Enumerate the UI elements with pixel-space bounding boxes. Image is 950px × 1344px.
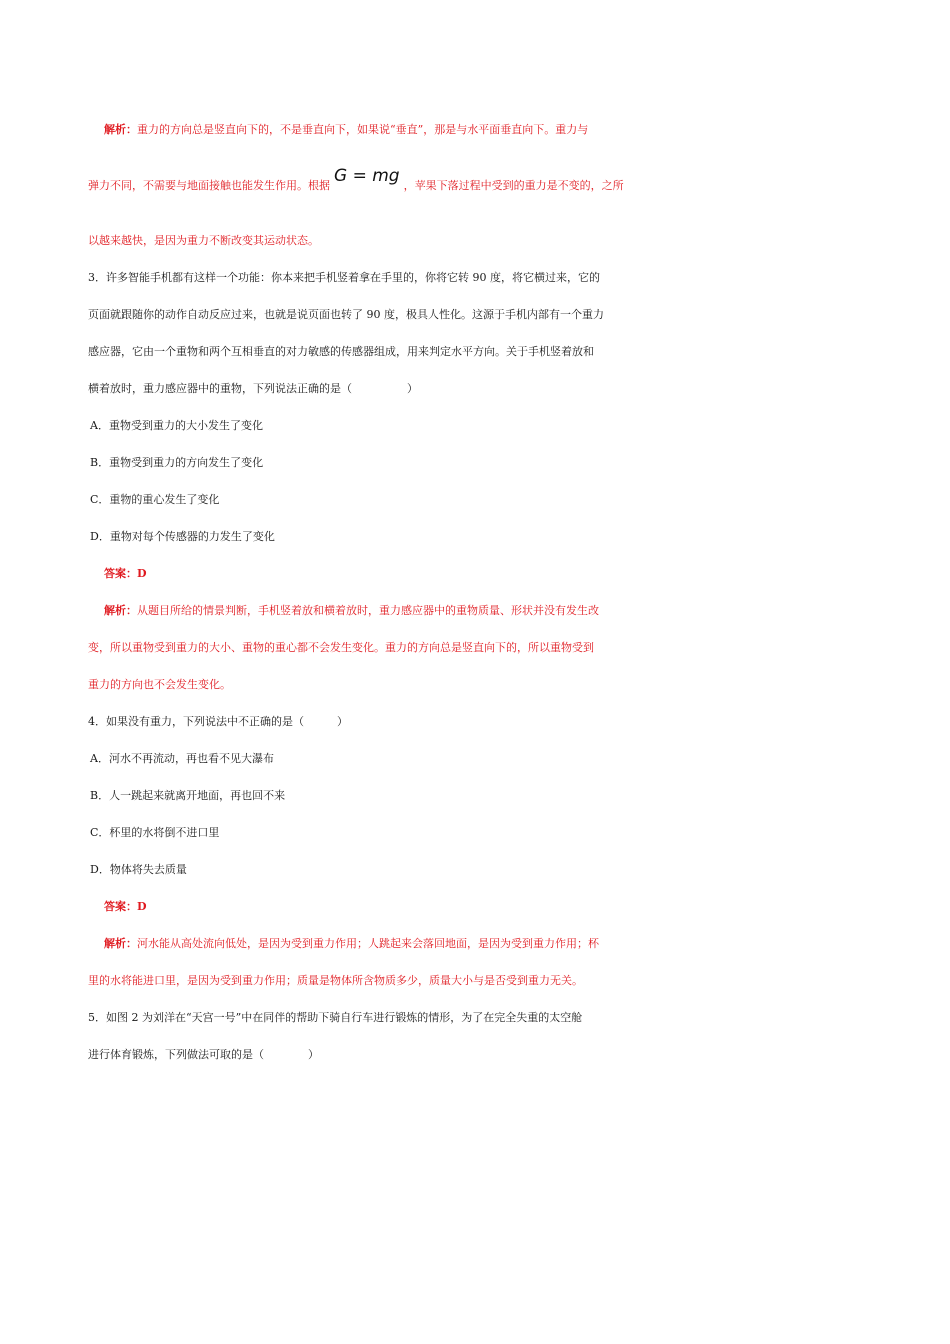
option-d: D．重物对每个传感器的力发生了变化 bbox=[90, 530, 275, 543]
analysis-text: ，苹果下落过程中受到的重力是不变的，之所 bbox=[403, 179, 624, 192]
question-3-line: 感应器，它由一个重物和两个互相垂直的对力敏感的传感器组成，用来判定水平方向。关于手机竖着放和 bbox=[88, 345, 594, 358]
analysis-text: 河水能从高处流向低处，是因为受到重力作用；人跳起来会落回地面，是因为受到重力作用；杯 bbox=[137, 937, 599, 950]
analysis-line bbox=[88, 166, 868, 198]
answer: 答案：D bbox=[104, 567, 147, 580]
analysis-line bbox=[104, 118, 884, 142]
option-c: C．重物的重心发生了变化 bbox=[90, 493, 220, 506]
option-b: B．重物受到重力的方向发生了变化 bbox=[90, 456, 264, 469]
question-5-line: 5．如图 2 为刘洋在“天宫一号”中在同伴的帮助下骑自行车进行锻炼的情形，为了在完全失重的太空舱 bbox=[88, 1011, 583, 1024]
analysis-text: 从题目所给的情景判断，手机竖着放和横着放时，重力感应器中的重物质量、形状并没有发生改 bbox=[137, 604, 599, 617]
analysis-text: 重力的方向总是竖直向下的，不是垂直向下，如果说“垂直”，那是与水平面垂直向下。重力与 bbox=[137, 123, 589, 136]
question-3-line: 页面就跟随你的动作自动反应过来，也就是说页面也转了 90 度，极具人性化。这源于手机内部有一个重力 bbox=[88, 308, 604, 321]
option-a: A．重物受到重力的大小发生了变化 bbox=[90, 419, 263, 432]
formula-g-equals-mg: G = mg bbox=[334, 166, 400, 186]
question-3-line: 3．许多智能手机都有这样一个功能：你本来把手机竖着拿在手里的，你将它转 90 度，将它横过来，它的 bbox=[88, 271, 600, 284]
analysis-line bbox=[104, 599, 884, 623]
analysis-line: 重力的方向也不会发生变化。 bbox=[88, 678, 231, 691]
analysis-line: 以越来越快，是因为重力不断改变其运动状态。 bbox=[88, 234, 319, 247]
analysis-label: 解析： bbox=[104, 937, 137, 950]
analysis-line bbox=[104, 932, 884, 956]
analysis-line: 里的水将能进口里，是因为受到重力作用；质量是物体所含物质多少，质量大小与是否受到重力无关。 bbox=[88, 974, 583, 987]
analysis-label: 解析： bbox=[104, 604, 137, 617]
answer: 答案：D bbox=[104, 900, 147, 913]
analysis-line: 变，所以重物受到重力的大小、重物的重心都不会发生变化。重力的方向总是竖直向下的，所以重物受到 bbox=[88, 641, 594, 654]
option-c: C．杯里的水将倒不进口里 bbox=[90, 826, 220, 839]
question-4-line: 4．如果没有重力，下列说法中不正确的是（ ） bbox=[88, 715, 348, 728]
option-a: A．河水不再流动，再也看不见大瀑布 bbox=[90, 752, 274, 765]
question-5-line: 进行体育锻炼，下列做法可取的是（ ） bbox=[88, 1048, 319, 1061]
analysis-text: 弹力不同，不需要与地面接触也能发生作用。根据 bbox=[88, 179, 330, 192]
option-b: B．人一跳起来就离开地面，再也回不来 bbox=[90, 789, 286, 802]
question-3-line: 横着放时，重力感应器中的重物，下列说法正确的是（ ） bbox=[88, 382, 418, 395]
option-d: D．物体将失去质量 bbox=[90, 863, 187, 876]
analysis-label: 解析： bbox=[104, 123, 137, 136]
